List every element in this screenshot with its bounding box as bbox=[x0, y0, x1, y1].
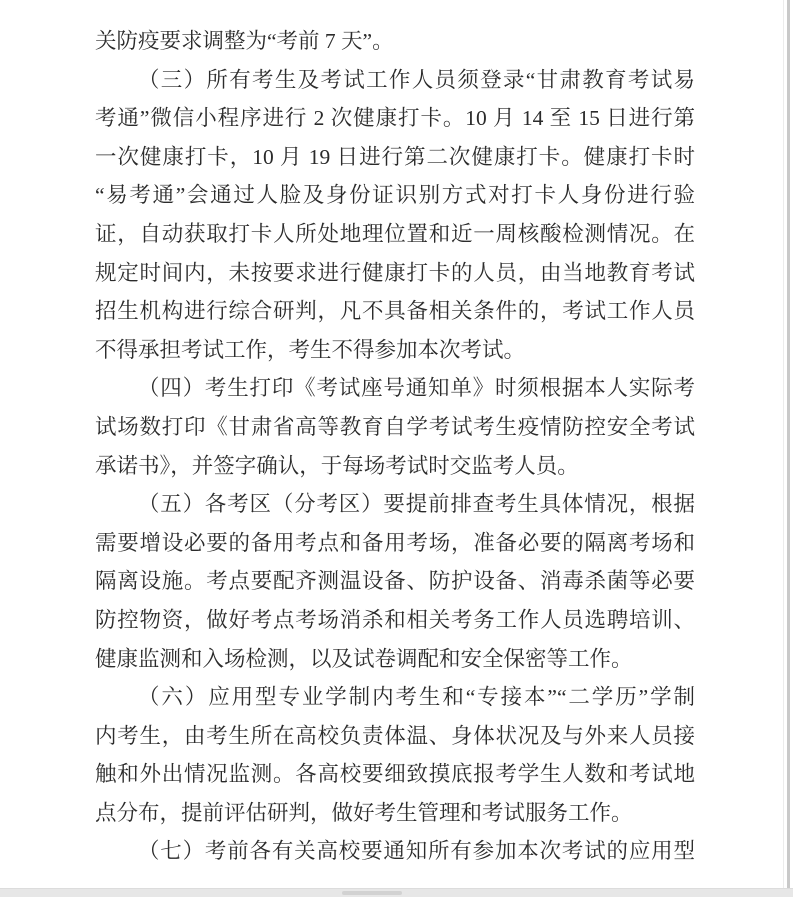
text-line: 健康监测和入场检测，以及试卷调配和安全保密等工作。 bbox=[95, 646, 633, 671]
text-line: 不得承担考试工作，考生不得参加本次考试。 bbox=[95, 337, 526, 362]
page-right-border bbox=[787, 0, 790, 888]
horizontal-scrollbar-thumb[interactable] bbox=[342, 891, 402, 895]
text-line: 一次健康打卡，10 月 19 日进行第二次健康打卡。健康打卡时 bbox=[95, 144, 695, 169]
text-line: “易考通”会通过人脸及身份证识别方式对打卡人身份进行验 bbox=[95, 183, 695, 208]
text-line: 点分布，提前评估研判，做好考生管理和考试服务工作。 bbox=[95, 800, 633, 825]
text-line: 招生机构进行综合研判，凡不具备相关条件的，考试工作人员 bbox=[95, 299, 695, 324]
text-line: 承诺书》，并签字确认，于每场考试时交监考人员。 bbox=[95, 453, 579, 478]
text-line: 考通”微信小程序进行 2 次健康打卡。10 月 14 至 15 日进行第 bbox=[95, 106, 695, 131]
text-line: 防控物资，做好考点考场消杀和相关考务工作人员选聘培训、 bbox=[95, 607, 695, 632]
text-line: （七）考前各有关高校要通知所有参加本次考试的应用型 bbox=[138, 839, 695, 864]
text-line: 证，自动获取打卡人所处地理位置和近一周核酸检测情况。在 bbox=[95, 221, 695, 246]
page-edge-faint-line bbox=[783, 0, 784, 888]
text-line: 触和外出情况监测。各高校要细致摸底报考学生人数和考试地 bbox=[95, 762, 695, 787]
document-text-column bbox=[95, 22, 695, 871]
text-line: （三）所有考生及考试工作人员须登录“甘肃教育考试易 bbox=[138, 67, 695, 92]
text-line: 关防疫要求调整为“考前 7 天”。 bbox=[95, 29, 394, 53]
text-line: （四）考生打印《考试座号通知单》时须根据本人实际考 bbox=[138, 376, 695, 401]
text-line: 试场数打印《甘肃省高等教育自学考试考生疫情防控安全考试 bbox=[95, 414, 695, 439]
text-line: （六）应用型专业学制内考生和“专接本”“二学历”学制 bbox=[138, 685, 695, 710]
text-line: 内考生，由考生所在高校负责体温、身体状况及与外来人员接 bbox=[95, 723, 695, 748]
text-line: 规定时间内，未按要求进行健康打卡的人员，由当地教育考试 bbox=[95, 260, 695, 285]
text-line: 需要增设必要的备用考点和备用考场，准备必要的隔离考场和 bbox=[95, 530, 695, 555]
text-line: （五）各考区（分考区）要提前排查考生具体情况，根据 bbox=[138, 492, 695, 517]
text-line: 隔离设施。考点要配齐测温设备、防护设备、消毒杀菌等必要 bbox=[95, 569, 695, 594]
horizontal-scrollbar[interactable] bbox=[0, 888, 793, 897]
